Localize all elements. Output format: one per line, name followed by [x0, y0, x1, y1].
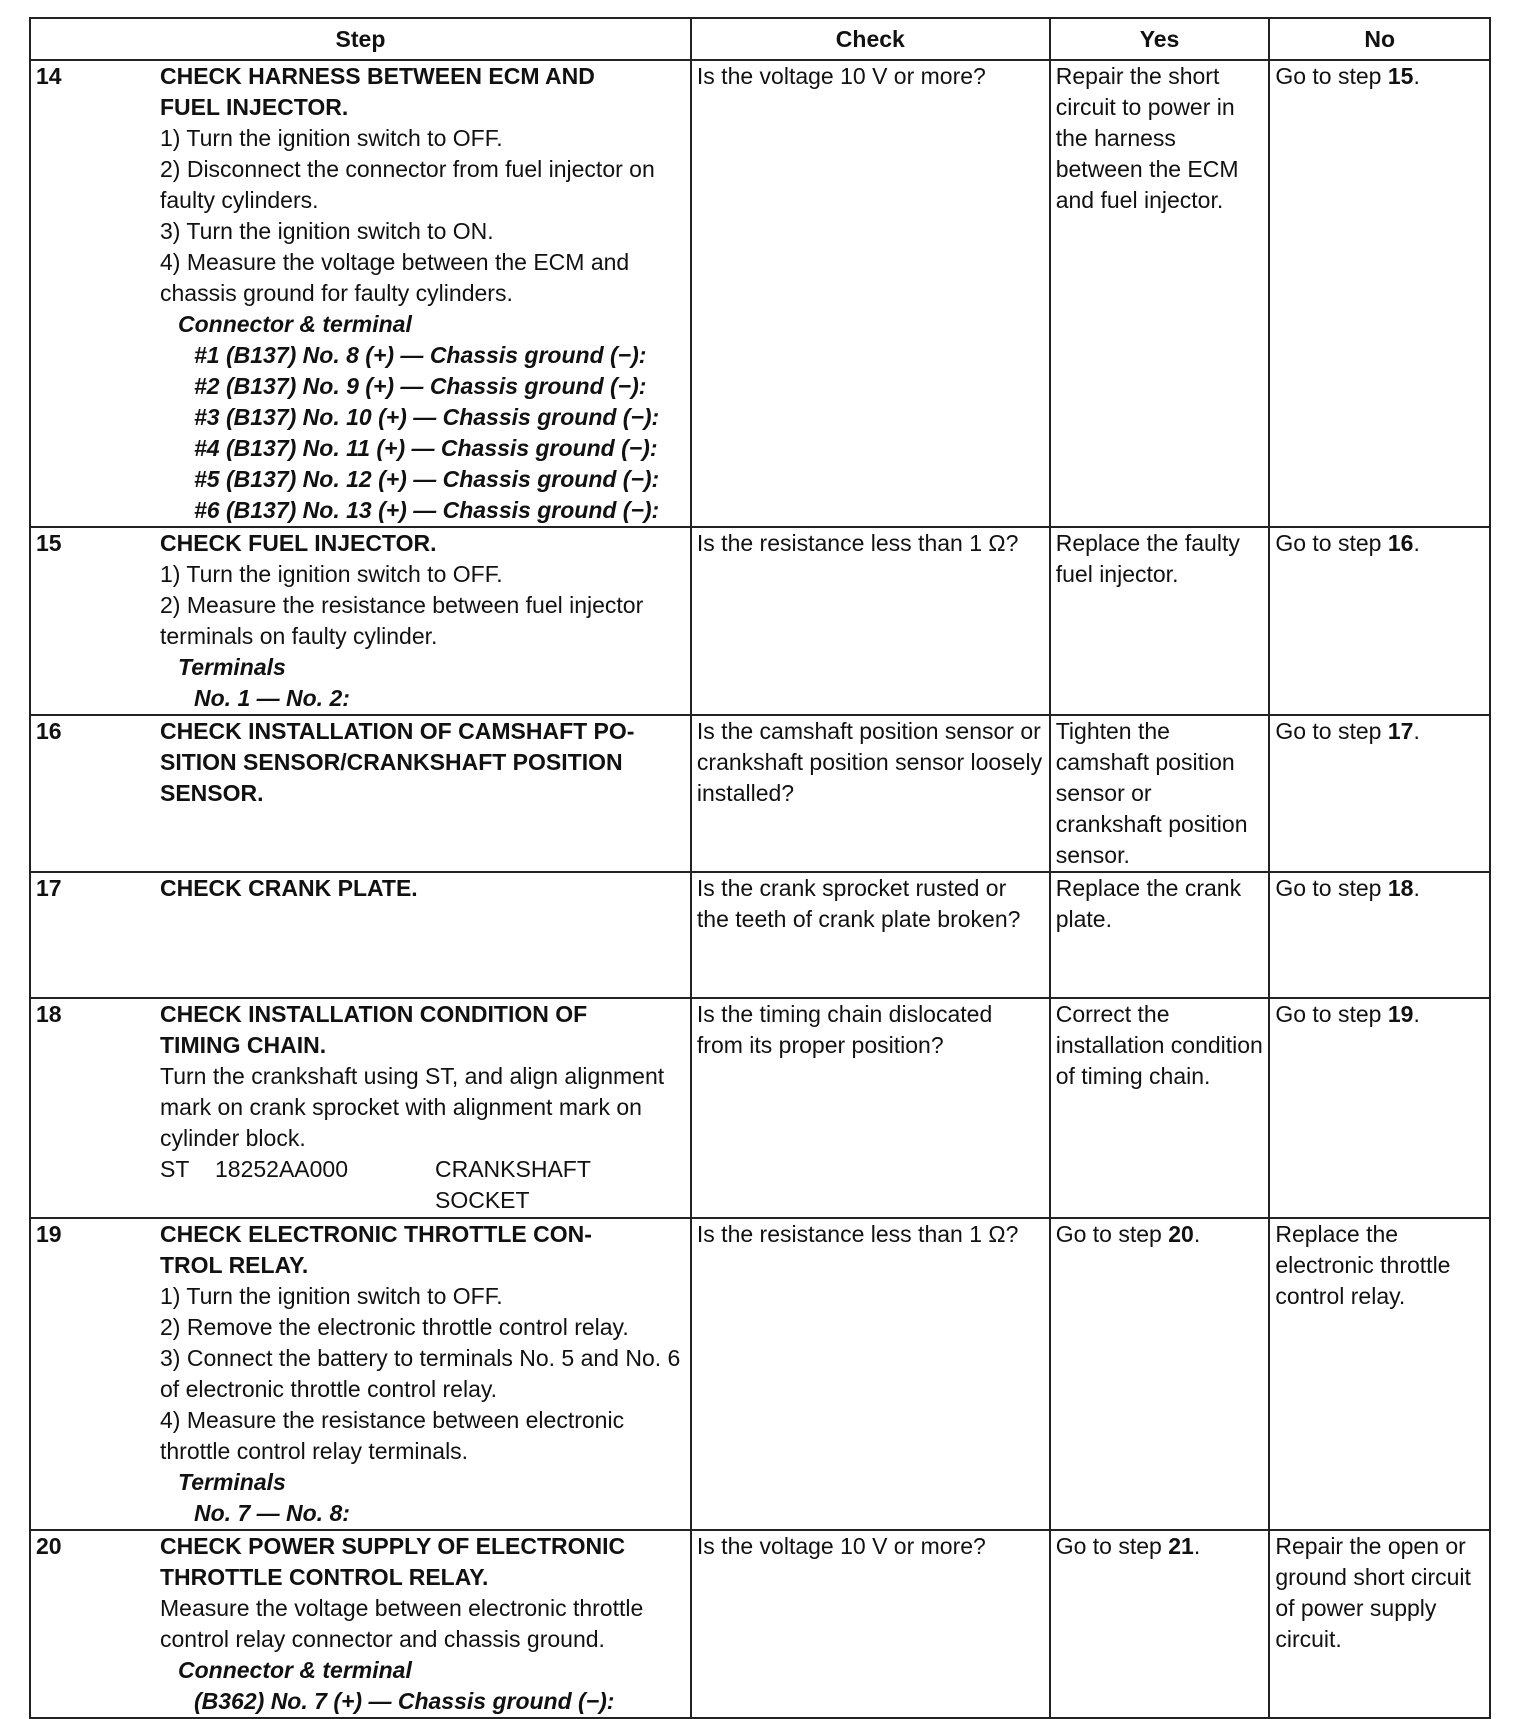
step-cell	[30, 1218, 691, 1530]
step-number: 15	[36, 530, 62, 556]
check-cell: Is the voltage 10 V or more?	[691, 60, 1050, 527]
spec-line: (B362) No. 7 (+) — Chassis ground (−):	[194, 1688, 615, 1714]
no-cell	[1269, 872, 1490, 998]
step-text: Turn the crankshaft using ST, and align alignment mark on crank sprocket with alignment mark on cylinder block.	[160, 1063, 665, 1151]
step-number: 18	[36, 1001, 62, 1027]
goto-text: Go to step	[1275, 63, 1388, 89]
goto-suffix: .	[1413, 718, 1420, 744]
special-tool-code: ST	[160, 1156, 190, 1182]
step-title: CHECK HARNESS BETWEEN ECM AND	[160, 63, 595, 89]
no-cell: Repair the open or ground short circuit of power supply circuit.	[1269, 1530, 1490, 1718]
goto-suffix: .	[1193, 1533, 1201, 1559]
yes-cell: Replace the faulty fuel injector.	[1050, 527, 1270, 715]
step-number: 17	[36, 875, 62, 901]
goto-text: Go to step	[1275, 530, 1388, 556]
spec-label: Terminals	[178, 1469, 286, 1495]
spec-line: #3 (B137) No. 10 (+) — Chassis ground (−):	[194, 404, 660, 430]
step-item: 4) Measure the voltage between the ECM and chassis ground for faulty cylinders.	[160, 249, 630, 306]
goto-text: Go to step	[1055, 1221, 1169, 1247]
step-number: 14	[36, 63, 62, 89]
goto-step-number: 20	[1168, 1221, 1194, 1247]
goto-text: Go to step	[1275, 875, 1388, 901]
step-title: CHECK INSTALLATION OF CAMSHAFT PO-	[160, 718, 635, 744]
step-title: CHECK INSTALLATION CONDITION OF	[160, 1001, 588, 1027]
header-row	[30, 18, 1490, 60]
special-tool-row	[160, 1154, 685, 1216]
yes-cell: Correct the installation condition of timing chain.	[1050, 998, 1270, 1218]
goto-step-number: 21	[1168, 1533, 1194, 1559]
step-title: SENSOR.	[160, 780, 264, 806]
header-yes: Yes	[1050, 18, 1270, 60]
goto-step-number: 19	[1387, 1001, 1414, 1027]
goto-text: Go to step	[1275, 1001, 1388, 1027]
table-row	[30, 872, 1490, 998]
step-title: TROL RELAY.	[160, 1252, 309, 1278]
yes-cell: Replace the crank plate.	[1050, 872, 1270, 998]
goto-suffix: .	[1413, 1001, 1420, 1027]
step-cell	[30, 60, 691, 527]
step-item: 1) Turn the ignition switch to OFF.	[160, 125, 503, 151]
step-text: Measure the voltage between electronic throttle control relay connector and chassis ground.	[160, 1595, 644, 1652]
step-item: 3) Turn the ignition switch to ON.	[160, 218, 494, 244]
step-item: 3) Connect the battery to terminals No. 5 and No. 6 of electronic throttle control relay.	[160, 1345, 681, 1402]
yes-cell	[1050, 1218, 1270, 1530]
step-title: CHECK CRANK PLATE.	[160, 875, 418, 901]
spec-line: No. 1 — No. 2:	[194, 685, 350, 711]
spec-line: #1 (B137) No. 8 (+) — Chassis ground (−):	[194, 342, 647, 368]
step-number: 16	[36, 718, 62, 744]
table-row	[30, 998, 1490, 1218]
step-cell	[30, 1530, 691, 1718]
step-title: CHECK ELECTRONIC THROTTLE CON-	[160, 1221, 592, 1247]
header-step: Step	[30, 18, 691, 60]
step-item: 2) Measure the resistance between fuel injector terminals on faulty cylinder.	[160, 592, 644, 649]
spec-line: No. 7 — No. 8:	[194, 1500, 350, 1526]
goto-suffix: .	[1413, 63, 1420, 89]
yes-cell: Repair the short circuit to power in the harness between the ECM and fuel injector.	[1050, 60, 1270, 527]
goto-suffix: .	[1193, 1221, 1201, 1247]
no-cell	[1269, 715, 1490, 872]
spec-line: #5 (B137) No. 12 (+) — Chassis ground (−):	[194, 466, 660, 492]
step-title: CHECK FUEL INJECTOR.	[160, 530, 437, 556]
spec-label: Connector & terminal	[178, 1657, 412, 1683]
spec-label: Connector & terminal	[178, 311, 412, 337]
header-no: No	[1269, 18, 1490, 60]
yes-cell	[1050, 1530, 1270, 1718]
step-title: CHECK POWER SUPPLY OF ELECTRONIC	[160, 1533, 626, 1559]
spec-line: #6 (B137) No. 13 (+) — Chassis ground (−):	[194, 497, 660, 523]
goto-step-number: 15	[1387, 63, 1414, 89]
goto-step-number: 16	[1387, 530, 1414, 556]
check-cell: Is the timing chain dislocated from its proper position?	[691, 998, 1050, 1218]
goto-step-number: 18	[1387, 875, 1414, 901]
step-title: TIMING CHAIN.	[160, 1032, 327, 1058]
spec-label: Terminals	[178, 654, 286, 680]
step-item: 4) Measure the resistance between electronic throttle control relay terminals.	[160, 1407, 625, 1464]
check-cell: Is the crank sprocket rusted or the teeth of crank plate broken?	[691, 872, 1050, 998]
check-cell: Is the camshaft position sensor or crankshaft position sensor loosely installed?	[691, 715, 1050, 872]
no-cell: Replace the electronic throttle control relay.	[1269, 1218, 1490, 1530]
no-cell	[1269, 60, 1490, 527]
goto-suffix: .	[1413, 875, 1420, 901]
step-item: 2) Remove the electronic throttle control relay.	[160, 1314, 629, 1340]
step-item: 1) Turn the ignition switch to OFF.	[160, 561, 503, 587]
goto-step-number: 17	[1387, 718, 1414, 744]
goto-suffix: .	[1413, 530, 1420, 556]
header-check: Check	[691, 18, 1050, 60]
step-title: FUEL INJECTOR.	[160, 94, 349, 120]
step-cell	[30, 527, 691, 715]
special-tool-name: CRANKSHAFT SOCKET	[435, 1156, 591, 1213]
table-row	[30, 715, 1490, 872]
spec-line: #4 (B137) No. 11 (+) — Chassis ground (−):	[194, 435, 658, 461]
step-title: SITION SENSOR/CRANKSHAFT POSITION	[160, 749, 623, 775]
diagnostic-table	[29, 17, 1491, 1719]
table-row	[30, 1218, 1490, 1530]
step-item: 1) Turn the ignition switch to OFF.	[160, 1283, 503, 1309]
step-item: 2) Disconnect the connector from fuel injector on faulty cylinders.	[160, 156, 655, 213]
step-cell	[30, 872, 691, 998]
step-cell	[30, 715, 691, 872]
goto-text: Go to step	[1275, 718, 1388, 744]
special-tool-part-number: 18252AA000	[215, 1156, 349, 1182]
check-cell: Is the resistance less than 1 Ω?	[691, 527, 1050, 715]
spec-line: #2 (B137) No. 9 (+) — Chassis ground (−):	[194, 373, 647, 399]
step-number: 20	[36, 1533, 62, 1559]
step-number: 19	[36, 1221, 62, 1247]
table-row	[30, 527, 1490, 715]
check-cell: Is the resistance less than 1 Ω?	[691, 1218, 1050, 1530]
yes-cell: Tighten the camshaft position sensor or crankshaft position sensor.	[1050, 715, 1270, 872]
goto-text: Go to step	[1055, 1533, 1169, 1559]
table-row	[30, 1530, 1490, 1718]
no-cell	[1269, 998, 1490, 1218]
table-row	[30, 60, 1490, 527]
step-cell	[30, 998, 691, 1218]
step-title: THROTTLE CONTROL RELAY.	[160, 1564, 489, 1590]
check-cell: Is the voltage 10 V or more?	[691, 1530, 1050, 1718]
no-cell	[1269, 527, 1490, 715]
